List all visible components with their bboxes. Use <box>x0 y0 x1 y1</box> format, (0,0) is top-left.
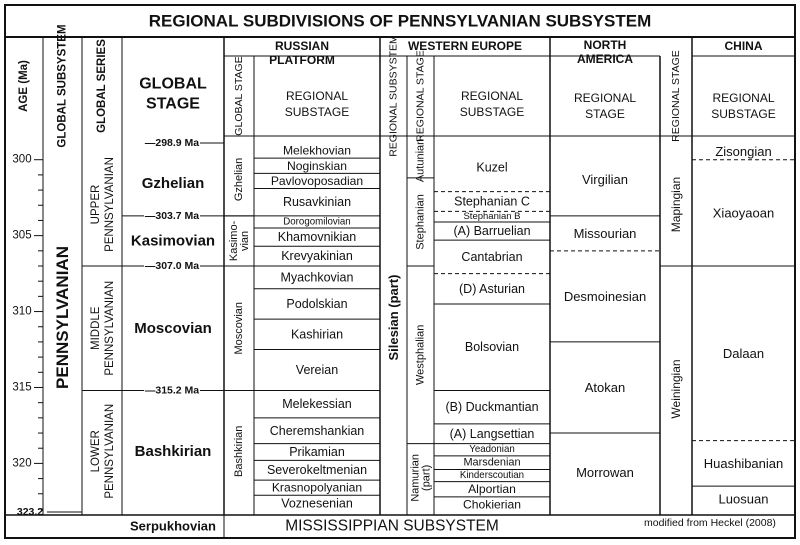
global-series-header: GLOBAL SERIES <box>96 39 108 133</box>
we_substages-kinderscoutian: Kinderscoutian <box>459 470 525 482</box>
series-label: MIDDLE <box>90 306 102 350</box>
we_substages-cantabrian: Cantabrian <box>461 249 523 264</box>
russian_global_stages-kasimo-: vian <box>239 230 251 252</box>
we_substages--b-duckmantian: (B) Duckmantian <box>445 400 539 415</box>
age-header: AGE (Ma) <box>18 60 30 112</box>
na_stages-desmoinesian: Desmoinesian <box>563 288 647 304</box>
age-tick-label: 310 <box>12 305 32 318</box>
we-regional-stage-header: REGIONAL STAGE <box>414 50 427 142</box>
china-substage-header: REGIONAL <box>712 91 775 105</box>
we_substages-marsdenian: Marsdenian <box>463 456 521 469</box>
boundary-label: —303.7 Ma <box>144 209 200 222</box>
we_substages--d-asturian: (D) Asturian <box>459 281 525 296</box>
china_substages-huashibanian: Huashibanian <box>703 455 784 471</box>
global-stage-bashkirian: Bashkirian <box>134 442 212 460</box>
boundary-label: —307.0 Ma <box>144 260 200 272</box>
russian_substages-melekhovian: Melekhovian <box>282 143 352 158</box>
we_stages-autunian: Autunian <box>414 138 427 183</box>
mississippian-label: MISSISSIPPIAN SUBSYSTEM <box>285 517 499 535</box>
russian_substages-prikamian: Prikamian <box>289 445 345 460</box>
we_substages--a-barruelian: (A) Barruelian <box>453 224 531 239</box>
age-tick-label: 315 <box>12 381 32 394</box>
global-stage-header: STAGE <box>146 95 200 113</box>
subsystem-label: PENNSYLVANIAN <box>53 246 72 389</box>
russian_global_stages-moscovian: Moscovian <box>233 301 245 355</box>
china_substages-luosuan: Luosuan <box>718 491 769 507</box>
na_stages-missourian: Missourian <box>573 225 637 241</box>
series-label: LOWER <box>90 430 102 473</box>
china_stages-mapingian: Mapingian <box>669 176 683 233</box>
series-label: PENNSYLVANIAN <box>104 403 116 499</box>
russian_substages-melekessian: Melekessian <box>282 397 352 412</box>
page-title: REGIONAL SUBDIVISIONS OF PENNSYLVANIAN SUBSYSTEM <box>148 11 652 31</box>
russian_substages-khamovnikian: Khamovnikian <box>277 230 357 245</box>
we_substages-stephanian-c: Stephanian C <box>454 194 530 209</box>
we_substages-chokierian: Chokierian <box>463 497 521 512</box>
we_substages-bolsovian: Bolsovian <box>464 340 520 355</box>
serpukhovian-label: Serpukhovian <box>130 518 216 534</box>
we-substage-header: REGIONAL <box>460 89 524 103</box>
we_substages-yeadonian: Yeadonian <box>469 444 515 456</box>
russian_substages-cheremshankian: Cheremshankian <box>269 423 365 438</box>
boundary-label: —298.9 Ma <box>144 137 200 149</box>
we_stages-namurian: (part) <box>420 464 433 491</box>
we_substages-kuzel: Kuzel <box>476 160 508 175</box>
age-tick-label: 320 <box>12 457 32 470</box>
western-europe-header: WESTERN EUROPE <box>407 39 523 53</box>
na_stages-morrowan: Morrowan <box>576 465 634 481</box>
russian_substages-pavlovoposadian: Pavlovoposadian <box>270 173 364 188</box>
we-regional-subsystem-header: REGIONAL SUBSYSTEM <box>387 35 400 157</box>
we_stages-namurian: Namurian <box>409 453 422 502</box>
na_stages-atokan: Atokan <box>584 379 626 395</box>
global-subsystem-header: GLOBAL SUBSYSTEM <box>56 24 69 148</box>
series-label: PENNSYLVANIAN <box>104 280 116 376</box>
russian_substages-myachkovian: Myachkovian <box>280 270 354 285</box>
north-america-header: NORTH <box>583 38 627 52</box>
russian_global_stages-bashkirian: Bashkirian <box>233 425 245 477</box>
series-label: PENNSYLVANIAN <box>104 157 116 252</box>
global-stage-header: GLOBAL <box>139 75 207 93</box>
source-credit: modified from Heckel (2008) <box>644 517 776 529</box>
russian_substages-krevyakinian: Krevyakinian <box>281 249 353 264</box>
russian_substages-severokeltmenian: Severokeltmenian <box>266 463 368 478</box>
north-america-header: AMERICA <box>577 52 633 66</box>
we_substages--a-langsettian: (A) Langsettian <box>449 426 535 441</box>
russian_substages-dorogomilovian: Dorogomilovian <box>283 216 351 228</box>
china-regional-stage-header: REGIONAL STAGE <box>670 50 682 142</box>
we_stages-stephanian: Stephanian <box>414 194 427 250</box>
we-subsystem-label: Silesian (part) <box>386 274 401 361</box>
series-label: UPPER <box>90 184 102 225</box>
text-layer <box>12 12 783 535</box>
we_substages-alportian: Alportian <box>468 482 516 497</box>
na_stages-virgilian: Virgilian <box>581 171 629 187</box>
age-tick-label: 305 <box>12 229 32 242</box>
russian_substages-krasnopolyanian: Krasnopolyanian <box>271 480 363 495</box>
russian-substage-header: REGIONAL <box>285 89 349 103</box>
base-age-label: 323.2 <box>16 506 44 518</box>
na-stage-header: REGIONAL <box>573 91 637 105</box>
russian_substages-voznesenian: Voznesenian <box>281 496 353 511</box>
we-substage-header: SUBSTAGE <box>459 105 525 119</box>
russian_substages-podolskian: Podolskian <box>286 296 348 311</box>
boundary-label: —315.2 Ma <box>144 384 200 397</box>
china-substage-header: SUBSTAGE <box>711 107 776 121</box>
russian-substage-header: SUBSTAGE <box>284 105 350 119</box>
china_substages-zisongian: Zisongian <box>715 143 772 159</box>
russian_substages-kashirian: Kashirian <box>290 327 344 342</box>
global-stage-moscovian: Moscovian <box>134 319 212 337</box>
russian-global-stage-header: GLOBAL STAGE <box>233 56 245 136</box>
we_substages-stephanian-b: Stephanian B <box>463 211 521 223</box>
china_stages-weiningian: Weiningian <box>669 359 683 419</box>
russian_substages-rusavkinian: Rusavkinian <box>282 195 352 210</box>
na-stage-header: STAGE <box>585 107 625 121</box>
russian_substages-noginskian: Noginskian <box>287 158 347 173</box>
russian_global_stages-kasimo-: Kasimo- <box>228 220 240 262</box>
russian_substages-vereian: Vereian <box>295 363 339 378</box>
russian-platform-header: RUSSIAN <box>274 39 330 53</box>
china-header: CHINA <box>724 39 763 53</box>
age-tick-label: 300 <box>12 153 32 166</box>
russian_global_stages-gzhelian: Gzhelian <box>233 157 245 202</box>
we_stages-westphalian: Westphalian <box>414 324 427 386</box>
global-stage-gzhelian: Gzhelian <box>141 174 205 192</box>
china_substages-xiaoyaoan: Xiaoyaoan <box>712 205 775 221</box>
china_substages-dalaan: Dalaan <box>722 345 765 361</box>
global-stage-kasimovian: Kasimovian <box>130 232 216 250</box>
russian-platform-header: PLATFORM <box>269 53 335 67</box>
